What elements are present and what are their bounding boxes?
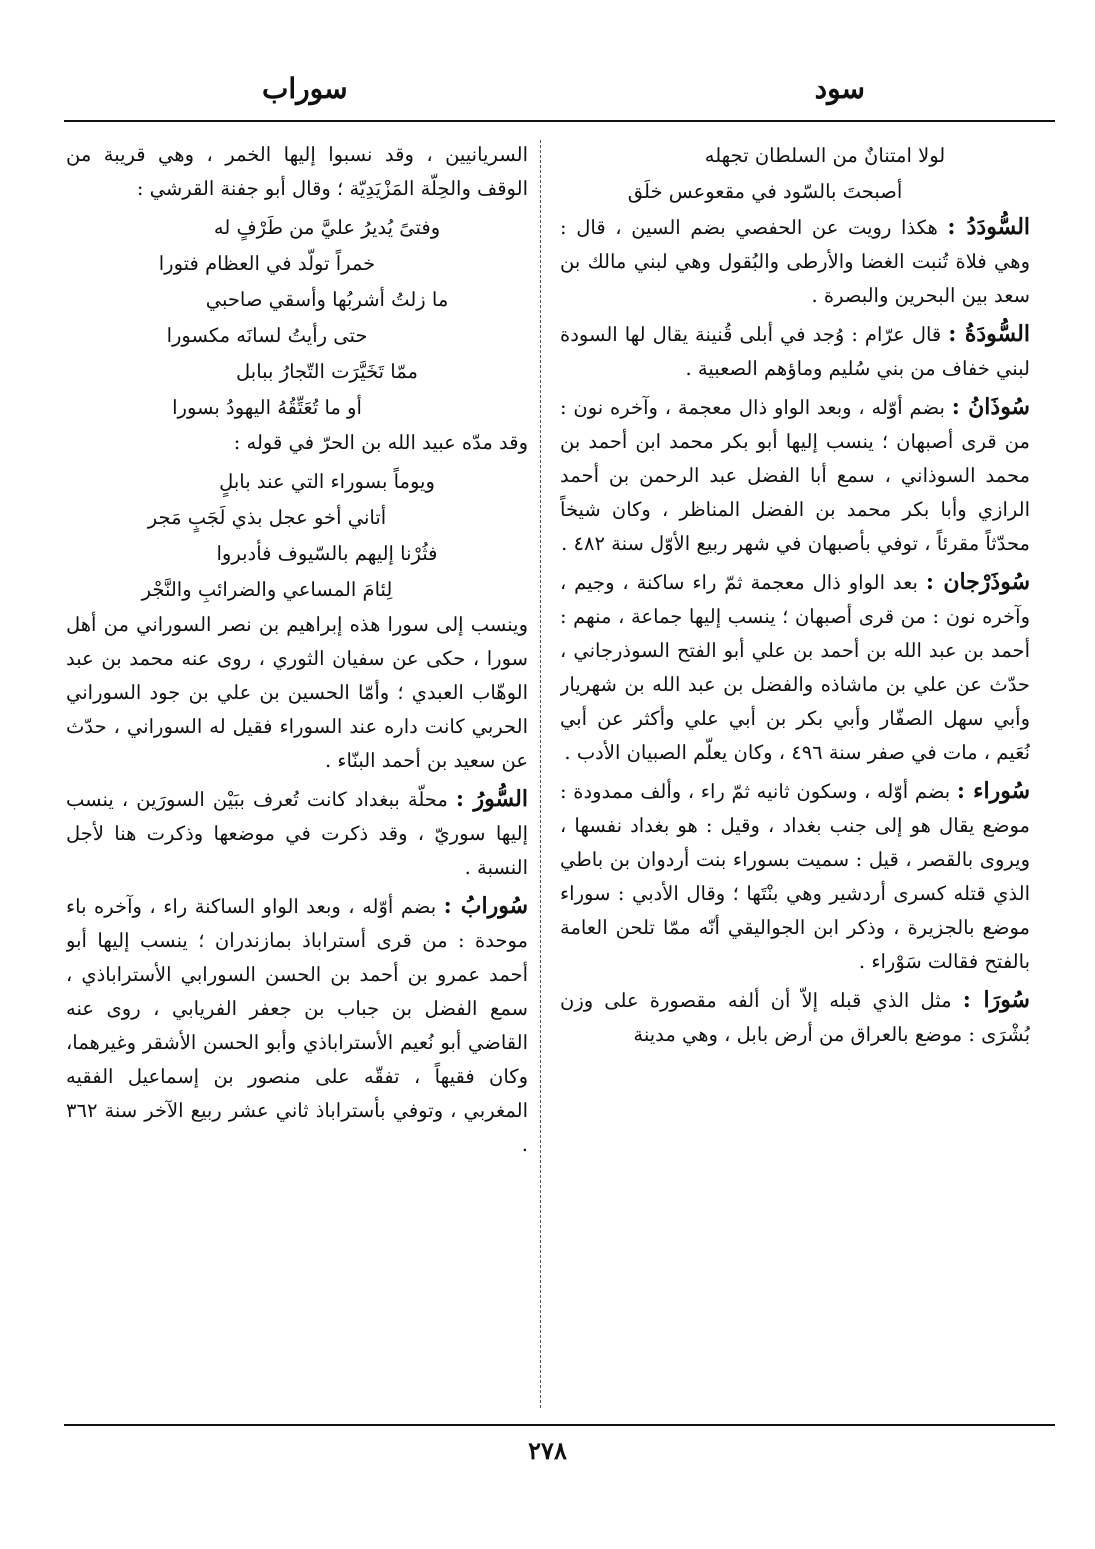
entry-headword: سُورَا : xyxy=(962,987,1030,1013)
running-header-left: سوراب xyxy=(262,72,348,105)
verse-line: حتى رأيتُ لسانَه مكسورا xyxy=(166,324,368,347)
dictionary-entry xyxy=(560,774,1030,979)
verse-line: فثُرْنا إليهم بالسّيوف فأدبروا xyxy=(216,542,438,565)
entry-text: محلّة ببغداد كانت تُعرف ببَيْن السورَين ، ينسب إليها سوريّ ، وقد ذكرت في موضعها وذكرت هنا لأجل النسبة . xyxy=(66,788,528,879)
verse-line: خمراً تولّد في العظام فتورا xyxy=(158,252,376,275)
entry-text: هكذا رويت عن الحفصي بضم السين ، قال : وهي فلاة تُنبت الغضا والأرطى والبُقول وهي لبني مالك بن سعد بين البحرين والبصرة . xyxy=(560,216,1030,307)
entry-headword: السُّورُ : xyxy=(455,786,528,812)
verse-line: ممّا تَخَيَّرَت التّجارُ ببابل xyxy=(236,360,418,383)
entry-text: مثل الذي قبله إلاّ أن ألفه مقصورة على وزن بُشْرَى : موضع بالعراق من أرض بابل ، وهي مدينة xyxy=(560,989,1030,1046)
verse-line: أتاني أخو عجل بذي لَجَبٍ مَجر xyxy=(147,506,387,529)
dictionary-entry xyxy=(560,210,1030,313)
dictionary-entry xyxy=(560,565,1030,770)
entry-headword: السُّودَدُ : xyxy=(947,214,1030,240)
entry-headword: سُوذَانُ : xyxy=(951,394,1030,420)
entry-text: بضم أوّله ، وبعد الواو الساكنة راء ، وآخره باء موحدة : من قرى أستراباذ بمازندران ؛ ينسب إليها أبو أحمد عمرو بن أحمد بن الحسن السورابي الأستراباذي ، سمع الفضل بن جباب بن جعفر الفريابي ، روى عنه القاضي أبو نُعيم الأستراباذي وأبو الحسن الأشقر وغيرهما، وكان فقيهاً ، تفقّه على منصور بن إسماعيل الفقيه المغربي ، وتوفي بأستراباذ ثاني عشر ربيع الآخر سنة ٣٦٢ . xyxy=(66,895,528,1156)
dictionary-entry xyxy=(66,889,528,1162)
verse-line: أو ما تُعَتِّقُهُ اليهودُ بسورا xyxy=(172,396,362,419)
verse-line: لولا امتنانٌ من السلطان تجهله xyxy=(704,144,946,167)
entry-text: قال عرّام : وُجد في أبلى قُنينة يقال لها السودة لبني خفاف من بني سُليم وماؤهم الصعبية . xyxy=(560,323,1030,380)
verse-line: ويوماً بسوراء التي عند بابلٍ xyxy=(219,470,435,493)
entry-text: بعد الواو ذال معجمة ثمّ راء ساكنة ، وجيم ، وآخره نون : من قرى أصبهان ؛ ينسب إليها جماعة ، منهم : أحمد بن عبد الله بن أحمد بن علي أبو الفتح السوذرجاني ، حدّث عن علي بن ماشاذه والفضل بن عبد الله بن شهريار وأبي سهل الصفّار وأبي بكر بن أبي علي وأكثر عن أبي نُعَيم ، مات في صفر سنة ٤٩٦ ، وكان يعلّم الصبيان الأدب . xyxy=(560,571,1030,764)
entry-text: بضم أوّله ، وسكون ثانيه ثمّ راء ، وألف ممدودة : موضع يقال هو إلى جنب بغداد ، وقيل : هو بغداد نفسها ، ويروى بالقصر ، قيل : سميت بسوراء بنت أردوان بن باطي الذي قتله كسرى أردشير وهي بنْتَها ؛ وقال الأدبي : سوراء موضع بالجزيرة ، وذكر ابن الجواليقي أنّه ممّا تلحن العامة بالفتح فقالت سَوْراء . xyxy=(560,780,1030,973)
header-rule xyxy=(64,120,1055,122)
left-column xyxy=(66,138,528,1408)
entry-headword: سُوراء : xyxy=(956,778,1030,804)
verse-line: ما زلتُ أشربُها وأسقي صاحبي xyxy=(205,288,449,311)
page-number: ٢٧٨ xyxy=(528,1436,567,1465)
entry-headword: السُّودَةُ : xyxy=(948,321,1030,347)
dictionary-entry xyxy=(66,782,528,885)
paragraph: السريانيين ، وقد نسبوا إليها الخمر ، وهي قريبة من الوقف والحِلّة المَزْيَدِيّة ؛ وقال أبو جفنة القرشي : xyxy=(66,143,528,200)
paragraph: وقد مدّه عبيد الله بن الحرّ في قوله : xyxy=(233,431,528,454)
entry-text: بضم أوّله ، وبعد الواو ذال معجمة ، وآخره نون : من قرى أصبهان ؛ ينسب إليها أبو بكر محمد ابن أحمد بن محمد السوذاني ، سمع أبا الفضل عبد الرحمن بن أحمد الرازي وأبا بكر محمد بن الفضل المناظر ، وكان شيخاً محدّثاً مقرئاً ، توفي بأصبهان في شهر ربيع الأوّل سنة ٤٨٢ . xyxy=(560,396,1030,555)
dictionary-entry xyxy=(560,390,1030,561)
footer-rule xyxy=(64,1424,1055,1426)
right-column xyxy=(560,138,1030,1408)
verse-line: لِئامَ المساعي والضرائبِ والنَّجْر xyxy=(141,578,393,601)
verse-line: أصبحتَ بالسّود في مقعوعس خلَق xyxy=(627,180,903,203)
dictionary-entry xyxy=(560,317,1030,386)
dictionary-entry xyxy=(560,983,1030,1052)
paragraph: وينسب إلى سورا هذه إبراهيم بن نصر السوراني من أهل سورا ، حكى عن سفيان الثوري ، روى عنه محمد بن عبد الوهّاب العبدي ؛ وأمّا الحسين بن علي بن جود السوراني الحربي كانت داره عند السوراء فقيل له السوراني ، حدّث عن سعيد بن أحمد البنّاء . xyxy=(66,613,528,772)
verse-line: وفتىً يُديرُ عليَّ من طَرْفٍ له xyxy=(213,216,441,239)
running-header-right: سود xyxy=(814,72,865,105)
entry-headword: سُورابُ : xyxy=(443,893,528,919)
column-divider xyxy=(540,140,541,1408)
entry-headword: سُوذَرْجان : xyxy=(925,569,1030,595)
